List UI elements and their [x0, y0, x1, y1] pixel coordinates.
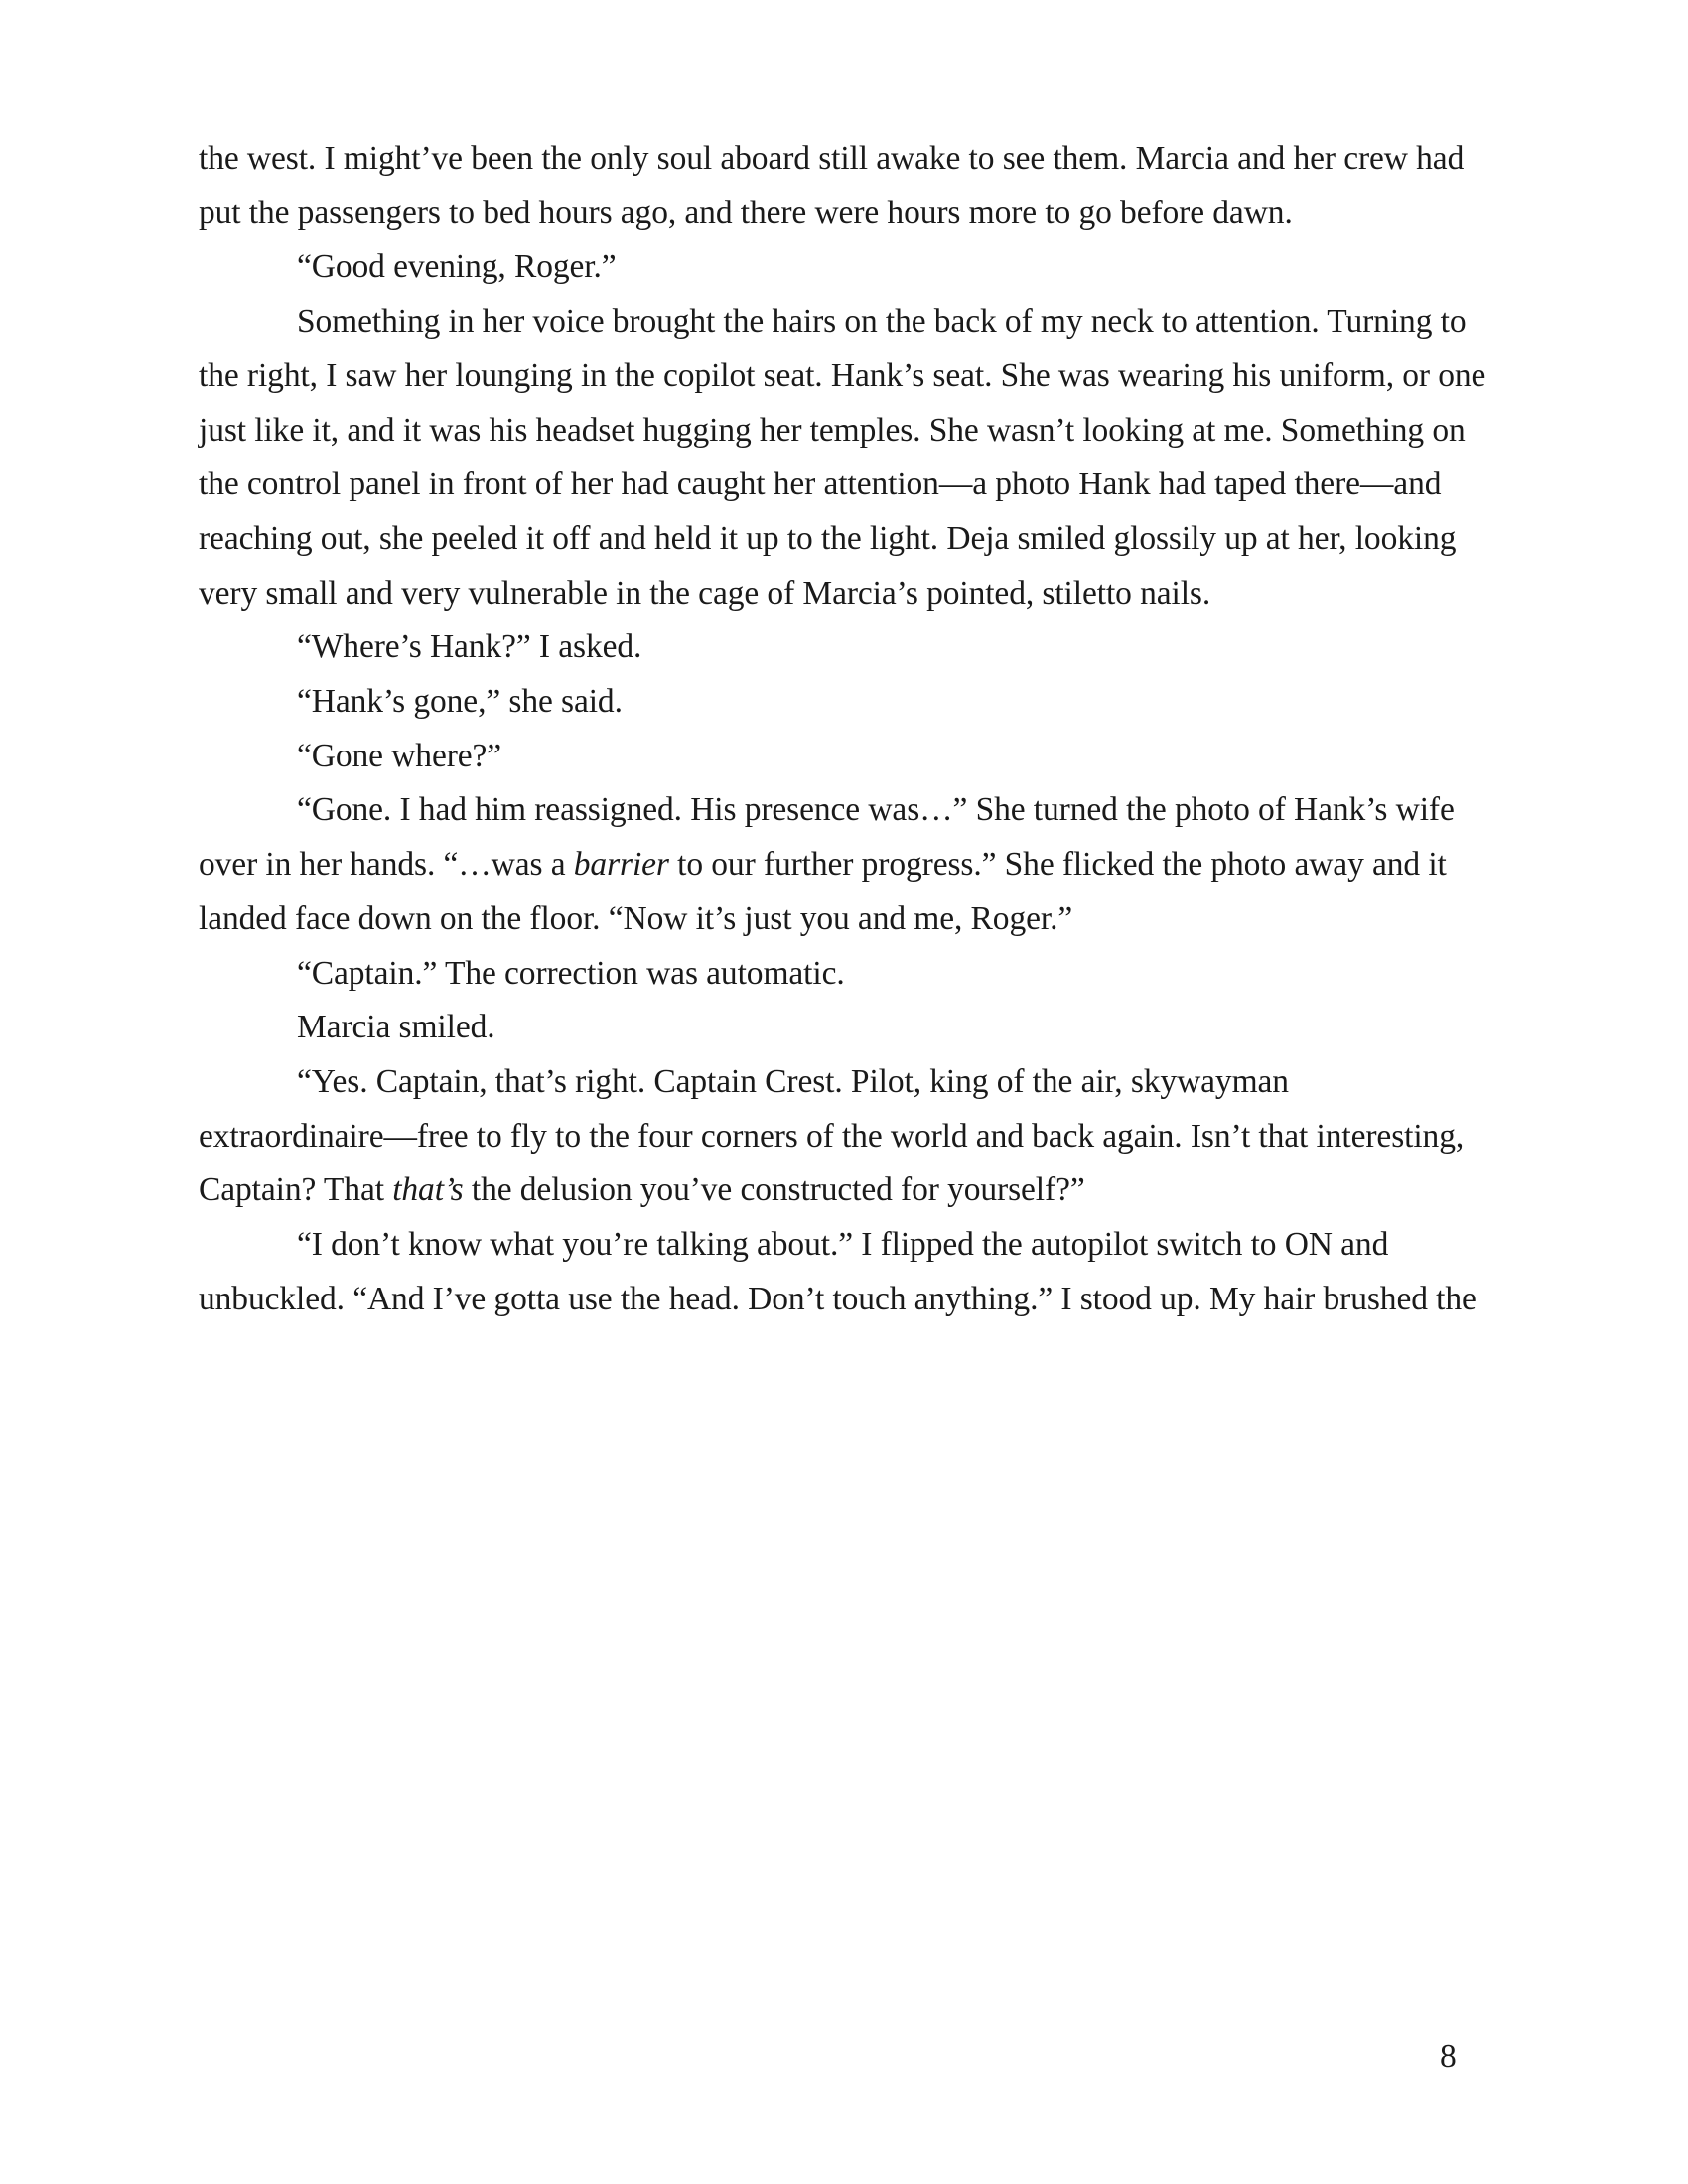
text-segment: “I don’t know what you’re talking about.” I flipped the autopilot switch to ON and — [297, 1226, 1389, 1263]
text-line — [199, 1280, 1477, 1319]
text-line — [297, 682, 623, 722]
text-segment: “Hank’s gone,” she said. — [297, 683, 623, 720]
text-segment: unbuckled. “And I’ve gotta use the head. Don’t touch anything.” I stood up. My hair brushed the — [199, 1280, 1477, 1317]
text-line — [199, 574, 1210, 614]
text-segment: to our further progress.” She flicked the photo away and it — [668, 846, 1447, 884]
text-line — [297, 1225, 1388, 1265]
text-line — [199, 194, 1293, 233]
text-segment: “Yes. Captain, that’s right. Captain Crest. Pilot, king of the air, skywayman — [297, 1062, 1289, 1100]
text-segment: Captain? That — [199, 1171, 393, 1209]
text-segment: “Gone where?” — [297, 737, 502, 774]
text-line — [199, 1170, 1085, 1210]
text-segment: just like it, and it was his headset hugging her temples. She wasn’t looking at me. Something on — [199, 411, 1466, 449]
text-segment: landed face down on the floor. “Now it’s just you and me, Roger.” — [199, 899, 1073, 937]
text-line — [297, 954, 845, 994]
text-line — [199, 845, 1447, 885]
text-segment: reaching out, she peeled it off and held it up to the light. Deja smiled glossily up at her, looking — [199, 519, 1457, 557]
text-line — [199, 519, 1456, 559]
text-line — [297, 737, 501, 776]
text-line — [199, 465, 1441, 504]
text-segment: “Where’s Hank?” I asked. — [297, 628, 642, 666]
text-segment: the control panel in front of her had caught her attention—a photo Hank had taped there—and — [199, 466, 1442, 503]
text-line — [199, 356, 1485, 396]
text-line — [297, 1008, 495, 1047]
text-line — [297, 247, 617, 287]
text-segment: Marcia smiled. — [297, 1009, 495, 1046]
text-segment: “Captain.” The correction was automatic. — [297, 954, 845, 992]
italic-text: barrier — [573, 846, 669, 884]
text-segment: over in her hands. “…was a — [199, 846, 574, 884]
text-segment: the right, I saw her lounging in the copilot seat. Hank’s seat. She was wearing his uniform, or one — [199, 356, 1486, 394]
text-segment: the west. I might’ve been the only soul aboard still awake to see them. Marcia and her crew had — [199, 140, 1465, 177]
text-line — [199, 411, 1466, 451]
text-line — [199, 899, 1072, 939]
italic-text: that’s — [392, 1171, 464, 1209]
text-segment: extraordinaire—free to fly to the four corners of the world and back again. Isn’t that interesting, — [199, 1117, 1465, 1155]
text-line — [297, 627, 641, 667]
text-segment: put the passengers to bed hours ago, and there were hours more to go before dawn. — [199, 194, 1293, 231]
text-line — [199, 139, 1464, 179]
text-segment: very small and very vulnerable in the cage of Marcia’s pointed, stiletto nails. — [199, 574, 1211, 612]
text-line — [297, 790, 1455, 830]
text-segment: “Gone. I had him reassigned. His presence was…” She turned the photo of Hank’s wife — [297, 791, 1455, 829]
page-number: 8 — [1440, 2038, 1457, 2075]
text-segment: the delusion you’ve constructed for yourself?” — [463, 1171, 1085, 1209]
text-line — [199, 1117, 1464, 1157]
text-line — [297, 1062, 1289, 1102]
text-segment: Something in her voice brought the hairs on the back of my neck to attention. Turning to — [297, 303, 1467, 341]
text-line — [297, 302, 1466, 341]
text-segment: “Good evening, Roger.” — [297, 248, 617, 286]
